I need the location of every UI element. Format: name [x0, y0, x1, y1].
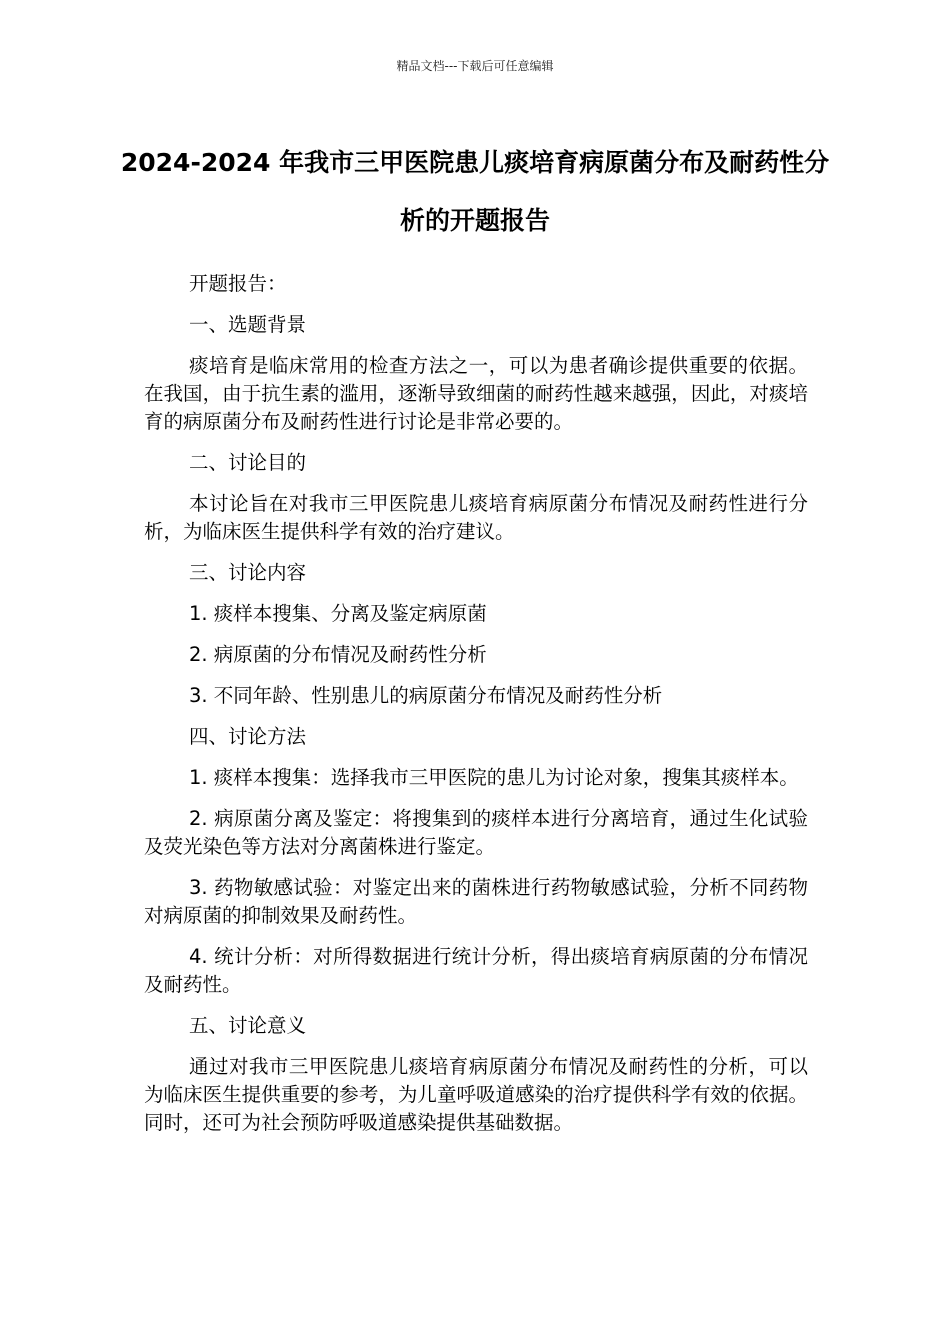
method-item-4: 4. 统计分析：对所得数据进行统计分析，得出痰培育病原菌的分布情况及耐药性。 — [144, 945, 808, 996]
document-title: 2024-2024 年我市三甲医院患儿痰培育病原菌分布及耐药性分析的开题报告 — [120, 148, 830, 235]
method-item-2: 2. 病原菌分离及鉴定：将搜集到的痰样本进行分离培育，通过生化试验及荧光染色等方法对分离菌株进行鉴定。 — [144, 807, 808, 858]
content-item-3: 3. 不同年龄、性别患儿的病原菌分布情况及耐药性分析 — [189, 684, 663, 707]
significance-paragraph: 通过对我市三甲医院患儿痰培育病原菌分布情况及耐药性的分析，可以为临床医生提供重要的参考，为儿童呼吸道感染的治疗提供科学有效的依据。同时，还可为社会预防呼吸道感染提供基础数据。 — [144, 1055, 808, 1134]
content-item-1: 1. 痰样本搜集、分离及鉴定病原菌 — [189, 602, 487, 625]
purpose-paragraph: 本讨论旨在对我市三甲医院患儿痰培育病原菌分布情况及耐药性进行分析，为临床医生提供科学有效的治疗建议。 — [144, 492, 808, 543]
section-heading-content: 三、讨论内容 — [189, 561, 307, 584]
method-item-1: 1. 痰样本搜集：选择我市三甲医院的患儿为讨论对象，搜集其痰样本。 — [189, 766, 799, 789]
content-item-2: 2. 病原菌的分布情况及耐药性分析 — [189, 643, 487, 666]
method-item-3: 3. 药物敏感试验：对鉴定出来的菌株进行药物敏感试验，分析不同药物对病原菌的抑制效果及耐药性。 — [144, 876, 808, 927]
section-heading-background: 一、选题背景 — [189, 313, 307, 336]
section-heading-purpose: 二、讨论目的 — [189, 451, 307, 474]
section-heading-significance: 五、讨论意义 — [189, 1014, 307, 1037]
page-header: 精品文档---下载后可任意编辑 — [396, 59, 554, 73]
document-body — [144, 270, 808, 1150]
report-label: 开题报告： — [189, 272, 287, 295]
section-heading-methods: 四、讨论方法 — [189, 725, 307, 748]
background-paragraph: 痰培育是临床常用的检查方法之一，可以为患者确诊提供重要的依据。在我国，由于抗生素的滥用，逐渐导致细菌的耐药性越来越强，因此，对痰培育的病原菌分布及耐药性进行讨论是非常必要的。 — [144, 354, 808, 433]
